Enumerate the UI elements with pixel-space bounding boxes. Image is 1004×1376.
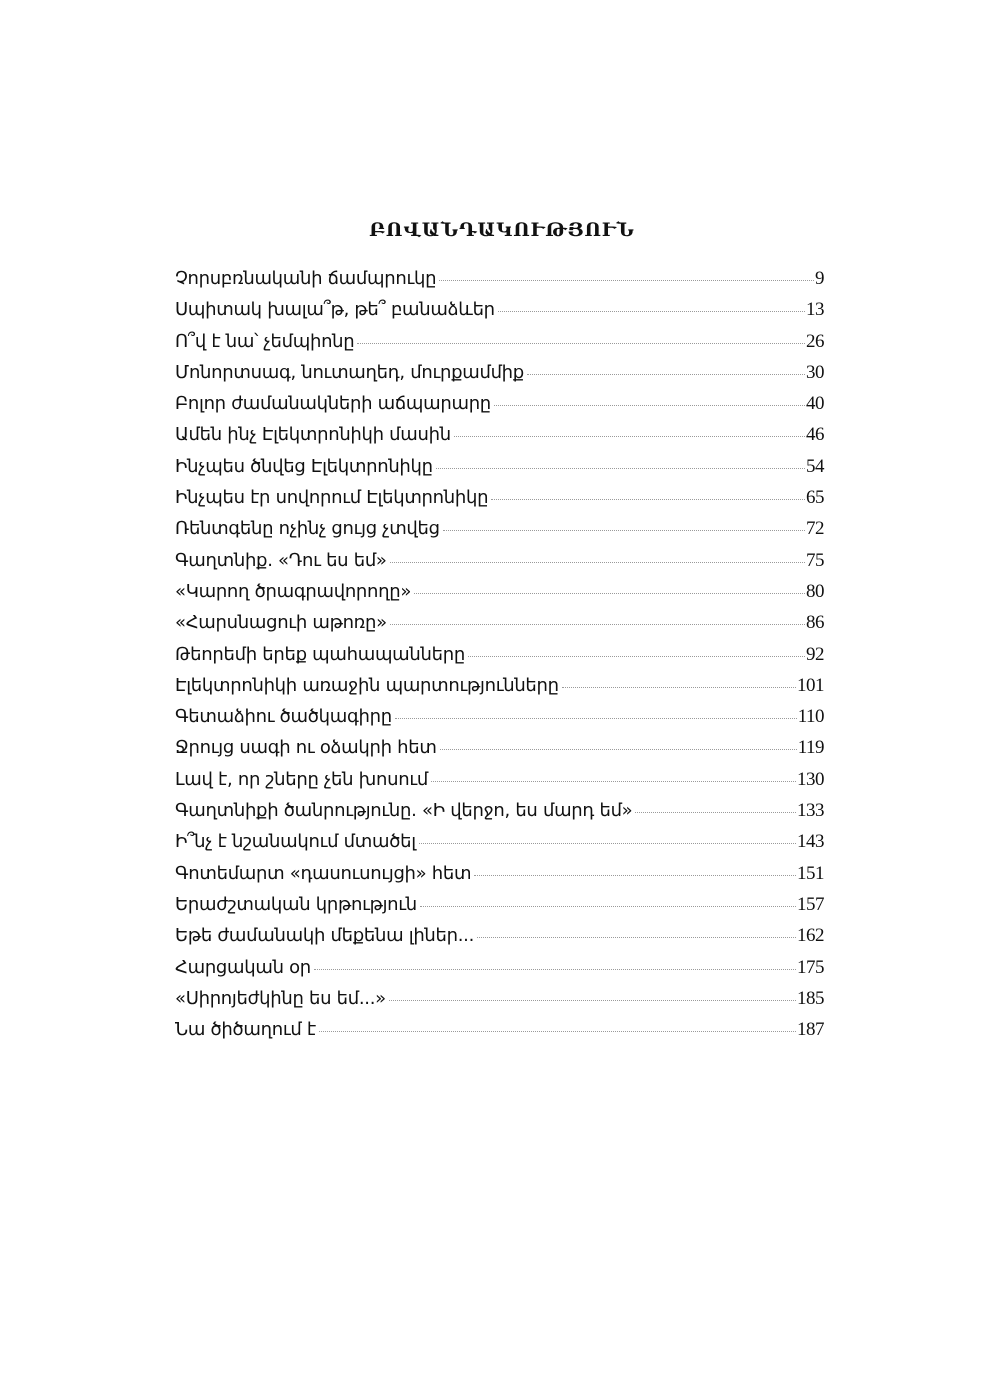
toc-entry-page: 110 [797, 706, 824, 728]
toc-entry[interactable] [175, 299, 824, 330]
toc-entry-title: Հարցական օր [175, 956, 311, 978]
toc-entry-page: 92 [806, 643, 824, 665]
toc-entry[interactable] [175, 675, 824, 706]
toc-entry-title: Գաղտնիք. «Դու ես եմ» [175, 549, 387, 571]
toc-entry[interactable] [175, 925, 824, 956]
toc-entry[interactable] [175, 331, 824, 362]
toc-entry-title: «Կարող ծրագրավորողը» [175, 580, 412, 602]
toc-entry-page: 151 [797, 862, 824, 884]
toc-entry-title: Երաժշտական կրթություն [175, 893, 417, 915]
toc-entry-title: Չորսբռնականի ճամպրուկը [175, 268, 437, 289]
toc-entry-page: 75 [806, 549, 824, 571]
toc-entry-page: 157 [797, 893, 824, 915]
dot-leader [420, 906, 796, 907]
toc-entry[interactable] [175, 863, 824, 894]
toc-entry[interactable] [175, 831, 824, 862]
dot-leader [357, 343, 805, 344]
toc-entry[interactable] [175, 894, 824, 925]
toc-entry-page: 187 [797, 1019, 824, 1041]
toc-entry[interactable] [175, 393, 824, 424]
dot-leader [474, 875, 796, 876]
toc-entry-title: Եթե ժամանակի մեքենա լիներ... [175, 925, 475, 947]
toc-entry-title: Բոլոր ժամանակների աճպարարը [175, 393, 491, 415]
dot-leader [468, 656, 805, 657]
toc-entry-title: «Սիրոյեժկինը ես եմ...» [175, 987, 386, 1009]
toc-entry-page: 162 [797, 925, 824, 947]
toc-entry-title: Թեորեմի երեք պահապանները [175, 643, 465, 665]
dot-leader [440, 749, 797, 750]
toc-entry[interactable] [175, 581, 824, 612]
toc-entry-title: Գետաձիու ծածկագիրը [175, 706, 392, 728]
toc-entry-title: Ամեն ինչ Էլեկտրոնիկի մասին [175, 424, 451, 446]
dot-leader [314, 969, 796, 970]
toc-entry-page: 143 [797, 831, 824, 853]
toc-entry-title: Էլեկտրոնիկի առաջին պարտությունները [175, 674, 559, 696]
dot-leader [390, 624, 805, 625]
dot-leader [498, 311, 805, 312]
toc-entry-title: Ո՞վ է նա՝ չեմպիոնը [175, 330, 355, 352]
dot-leader [319, 1031, 796, 1032]
toc-entry[interactable] [175, 487, 824, 518]
dot-leader [477, 937, 796, 938]
toc-entry-title: Ջրույց սագի ու օձակրի հետ [175, 737, 437, 759]
toc-entry-page: 13 [806, 299, 824, 321]
toc-entry[interactable] [175, 800, 824, 831]
toc-entry-page: 46 [806, 424, 824, 446]
toc-entry-page: 101 [797, 674, 824, 696]
page-title: ԲՈՎԱՆԴԱԿՈՒԹՅՈՒՆ [369, 218, 635, 241]
dot-leader [527, 374, 805, 375]
toc-entry[interactable] [175, 988, 824, 1019]
toc-entry-title: Ռենտգենը ոչինչ ցույց չտվեց [175, 518, 440, 540]
toc-entry[interactable] [175, 518, 824, 549]
dot-leader [562, 687, 796, 688]
toc-entry[interactable] [175, 769, 824, 800]
toc-entry[interactable] [175, 612, 824, 643]
dot-leader [454, 436, 805, 437]
toc-entry[interactable] [175, 706, 824, 737]
toc-entry-page: 130 [797, 768, 824, 790]
toc-entry-page: 80 [806, 580, 824, 602]
dot-leader [419, 843, 796, 844]
toc-entry-page: 26 [806, 330, 824, 352]
toc-entry[interactable] [175, 362, 824, 393]
toc-entry[interactable] [175, 644, 824, 675]
toc-entry-page: 119 [797, 737, 824, 759]
toc-entry-title: «Հարսնացուի աթոռը» [175, 612, 387, 634]
toc-entry-title: Սպիտակ խալա՞թ, թե՞ բանաձևեր [175, 299, 495, 321]
toc-entry[interactable] [175, 550, 824, 581]
toc-entry-page: 40 [806, 393, 824, 415]
toc-entry-page: 133 [797, 800, 824, 822]
toc-entry-page: 86 [806, 612, 824, 634]
toc-entry-page: 72 [806, 518, 824, 540]
toc-entry[interactable] [175, 957, 824, 988]
toc-entry[interactable] [175, 456, 824, 487]
dot-leader [414, 593, 805, 594]
dot-leader [635, 812, 796, 813]
toc-entry[interactable] [175, 737, 824, 768]
toc-entry-title: Գոտեմարտ «դասուսույցի» հետ [175, 862, 472, 884]
toc-entry-page: 185 [797, 987, 824, 1009]
toc-entry-title: Ինչպես ծնվեց Էլեկտրոնիկը [175, 455, 433, 477]
dot-leader [443, 530, 805, 531]
dot-leader [439, 280, 814, 281]
toc-entry-page: 175 [797, 956, 824, 978]
dot-leader [390, 562, 805, 563]
dot-leader [491, 499, 805, 500]
table-of-contents [175, 268, 824, 1050]
toc-entry[interactable] [175, 268, 824, 299]
dot-leader [389, 1000, 796, 1001]
toc-entry-title: Մոնորտսագ, նուտաղեդ, մուրքամմիք [175, 361, 524, 383]
toc-entry-page: 54 [806, 455, 824, 477]
toc-entry[interactable] [175, 424, 824, 455]
toc-entry-title: Նա ծիծաղում է [175, 1019, 316, 1041]
toc-entry-title: Գաղտնիքի ծանրությունը. «Ի վերջո, ես մարդ եմ» [175, 800, 633, 822]
toc-entry-title: Ինչպես էր սովորում Էլեկտրոնիկը [175, 487, 489, 509]
toc-entry-title: Ի՞նչ է նշանակում մտածել [175, 831, 416, 853]
toc-entry-page: 65 [806, 487, 824, 509]
toc-entry-title: Լավ է, որ շները չեն խոսում [175, 768, 428, 790]
dot-leader [436, 468, 805, 469]
toc-entry-page: 9 [815, 268, 824, 289]
toc-entry-page: 30 [806, 361, 824, 383]
dot-leader [494, 405, 805, 406]
toc-entry[interactable] [175, 1019, 824, 1050]
dot-leader [395, 718, 797, 719]
dot-leader [431, 781, 796, 782]
